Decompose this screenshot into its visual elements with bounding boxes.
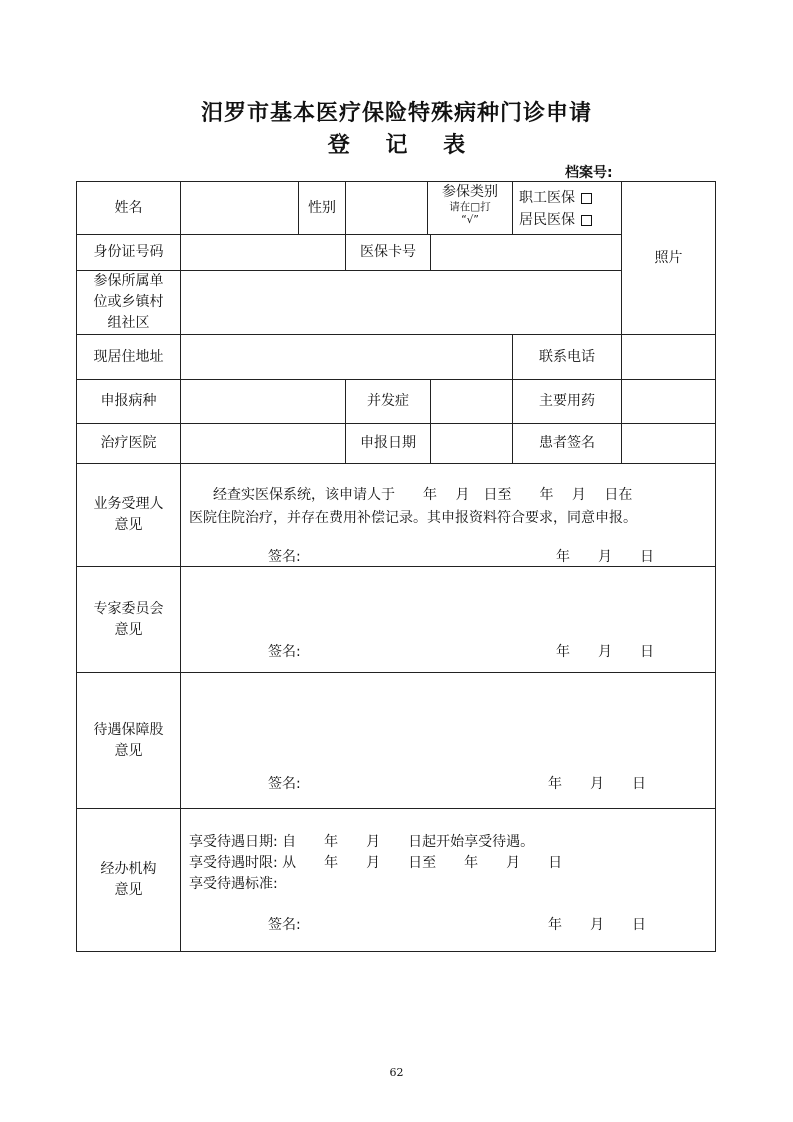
benefit-date[interactable]: 年 月 日 bbox=[548, 776, 646, 792]
resident-insurance-option[interactable] bbox=[519, 209, 592, 229]
hospital-label: 治疗医院 bbox=[100, 435, 157, 451]
agency-benefit-period: 享受待遇时限: 从 年 月 日至 年 月 日 bbox=[189, 855, 563, 871]
name-field[interactable] bbox=[181, 182, 298, 234]
unit-label-line: 位或乡镇村 bbox=[93, 294, 164, 310]
address-label: 现居住地址 bbox=[93, 348, 164, 365]
archive-number-label: 档案号: bbox=[565, 165, 613, 181]
disease-label: 申报病种 bbox=[100, 393, 157, 409]
hospital-field[interactable] bbox=[181, 424, 345, 463]
resident-insurance-checkbox[interactable] bbox=[581, 215, 592, 226]
patient-signature-label: 患者签名 bbox=[539, 435, 595, 451]
expert-date[interactable]: 年 月 日 bbox=[556, 644, 654, 660]
benefit-signature-label[interactable]: 签名: bbox=[268, 776, 301, 792]
address-field[interactable] bbox=[181, 335, 512, 379]
benefit-label-line: 待遇保障股 bbox=[93, 721, 164, 738]
receiver-opinion-label bbox=[77, 464, 180, 566]
gender-field[interactable] bbox=[346, 182, 427, 234]
id-number-label: 身份证号码 bbox=[93, 244, 164, 260]
benefit-label-line: 意见 bbox=[114, 742, 143, 759]
insurance-type-title: 参保类别 bbox=[442, 184, 498, 200]
receiver-signature-label[interactable]: 签名: bbox=[268, 549, 301, 565]
apply-date-field[interactable] bbox=[431, 424, 512, 463]
benefit-opinion-label bbox=[77, 673, 180, 808]
medication-field[interactable] bbox=[622, 380, 715, 423]
subtitle-char: 记 bbox=[385, 132, 408, 158]
unit-label bbox=[77, 271, 180, 334]
disease-field[interactable] bbox=[181, 380, 345, 423]
resident-insurance-label: 居民医保 bbox=[519, 212, 575, 228]
id-number-field[interactable] bbox=[181, 235, 345, 270]
agency-opinion-label bbox=[77, 809, 180, 951]
agency-signature-label[interactable]: 签名: bbox=[268, 917, 301, 933]
receiver-date[interactable]: 年 月 日 bbox=[556, 549, 654, 565]
insurance-type-label bbox=[428, 183, 512, 227]
subtitle-char: 表 bbox=[443, 132, 466, 158]
medication-label: 主要用药 bbox=[539, 393, 595, 409]
insurance-type-hint: 请在□打 bbox=[449, 201, 491, 213]
name-label: 姓名 bbox=[114, 199, 143, 216]
agency-benefit-standard: 享受待遇标准: bbox=[189, 876, 278, 892]
agency-label-line: 意见 bbox=[114, 882, 143, 898]
apply-date-label: 申报日期 bbox=[360, 435, 416, 451]
form-subtitle bbox=[0, 128, 793, 159]
phone-field[interactable] bbox=[622, 335, 715, 379]
receiver-text-line1: 经查实医保系统，该申请人于 年 月 日至 年 月 日在 bbox=[213, 487, 633, 503]
agency-label-line: 经办机构 bbox=[100, 861, 157, 877]
employee-insurance-option[interactable] bbox=[519, 187, 592, 207]
subtitle-char: 登 bbox=[327, 132, 350, 158]
agency-benefit-start: 享受待遇日期: 自 年 月 日起开始享受待遇。 bbox=[189, 834, 535, 850]
page-number: 62 bbox=[389, 1066, 404, 1079]
employee-insurance-checkbox[interactable] bbox=[581, 193, 592, 204]
complication-field[interactable] bbox=[431, 380, 512, 423]
medical-card-label: 医保卡号 bbox=[360, 244, 416, 260]
complication-label: 并发症 bbox=[367, 393, 409, 409]
employee-insurance-label: 职工医保 bbox=[519, 190, 575, 206]
expert-opinion-label bbox=[77, 567, 180, 672]
unit-field[interactable] bbox=[181, 271, 621, 334]
receiver-text-line2: 医院住院治疗，并存在费用补偿记录。其申报资料符合要求，同意申报。 bbox=[189, 510, 637, 526]
phone-label: 联系电话 bbox=[539, 348, 595, 365]
expert-signature-label[interactable]: 签名: bbox=[268, 644, 301, 660]
unit-label-line: 参保所属单 bbox=[93, 273, 164, 289]
form-title: 汨罗市基本医疗保险特殊病种门诊申请 bbox=[200, 100, 592, 126]
receiver-label-line: 业务受理人 bbox=[93, 496, 164, 512]
receiver-label-line: 意见 bbox=[114, 517, 143, 533]
agency-date[interactable]: 年 月 日 bbox=[548, 917, 646, 933]
medical-card-field[interactable] bbox=[431, 235, 621, 270]
expert-label-line: 专家委员会 bbox=[93, 600, 164, 617]
photo-box[interactable]: 照片 bbox=[654, 249, 683, 266]
gender-label: 性别 bbox=[308, 199, 336, 216]
expert-label-line: 意见 bbox=[114, 621, 143, 638]
checkmark-hint: “√” bbox=[461, 214, 479, 226]
patient-signature-field[interactable] bbox=[622, 424, 715, 463]
unit-label-line: 组社区 bbox=[107, 315, 150, 331]
